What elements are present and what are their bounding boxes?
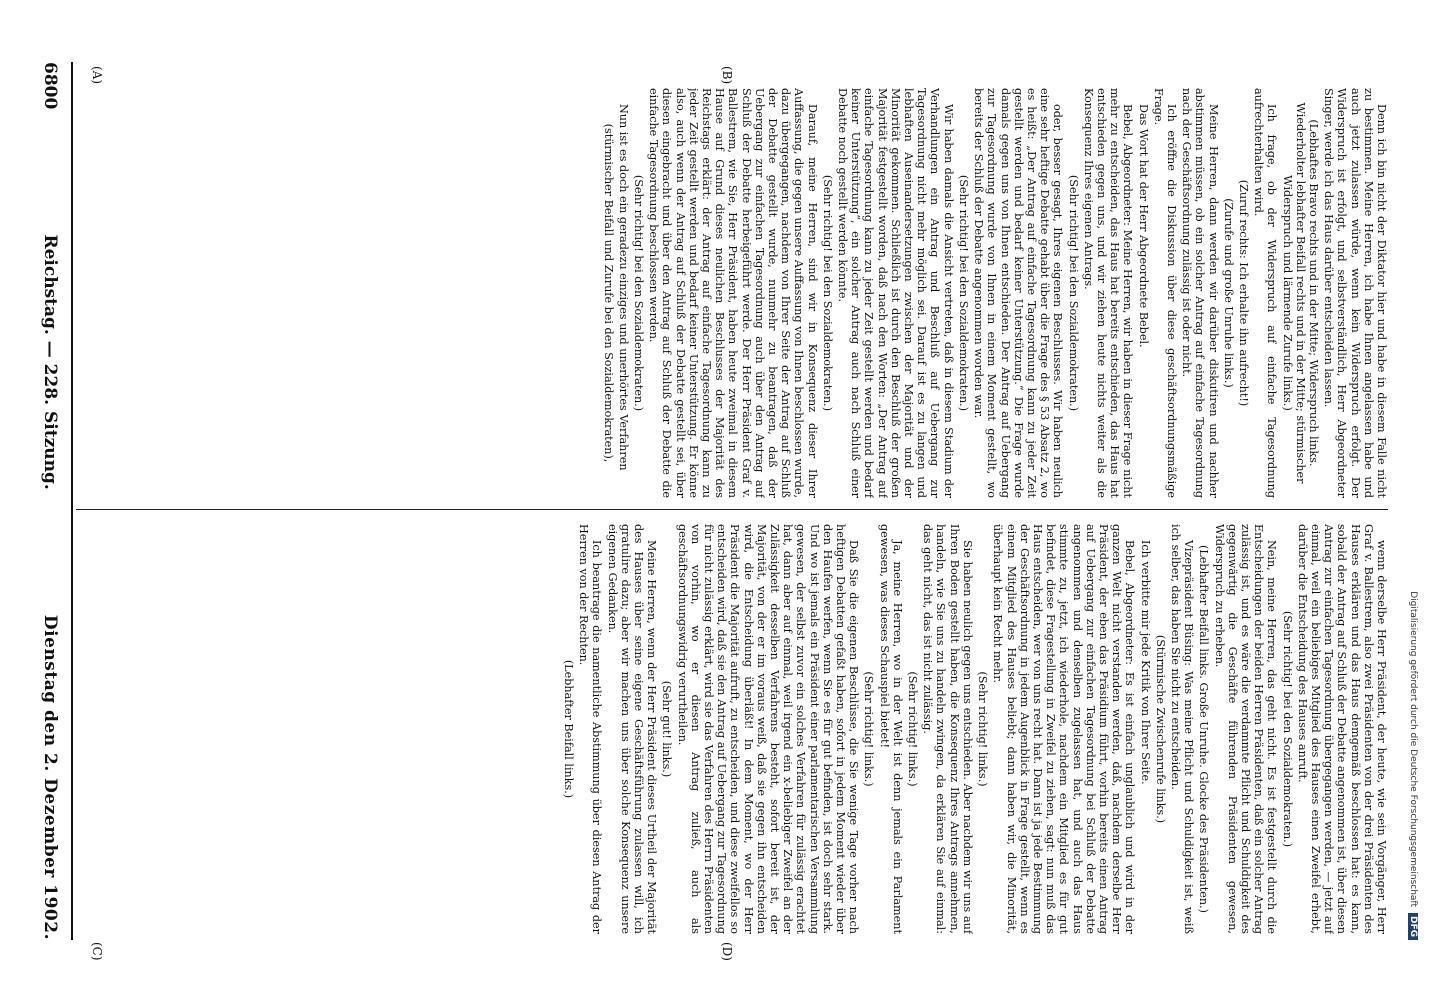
digitization-credit [1406,60,1420,940]
marker-d: (D) [720,942,734,961]
paragraph: Wir haben damals die Ansicht vertreten, daß in diesem Stadium der Verhandlungen ein Antrag und Beschluß auf Uebergang zur Tagesordnung nicht mehr möglich sei. Darauf ist es zu langen und lebhaften Auseinandersetzungen zwischen der Majorität und der Minorität gekommen. Schließlich ist durch den Beschluß der großen Majorität festgestellt worden, daß nach den Worten: „Der Antrag auf einfache Tagesordnung kann zu jeder Zeit gestellt werden und bedarf keiner Unterstützung“, ein solcher Antrag auch nach Schluß einer Debatte noch gestellt werden könnte. [836,88,955,498]
right-column [76,524,1388,934]
paragraph: wenn derselbe Herr Präsident, der heute, wie sein Vorgänger, Herr Graf v. Ballestrem, also zwei Präsidenten von der drei Präsidenten des Hauses erklären und das Haus demgemäß beschlossen hat: es kann, sobald der Antrag auf Schluß der Debatte angenommen ist, über diesen Antrag zur einfachen Tagesordnung übergegangen werden, — jetzt auf einmal, weil ein beliebiges Mitglied des Hauses einen Zweifel erhebt, darüber die Entscheidung des Hauses anruft. [1295,524,1388,934]
paragraph: (Sehr richtig! bei den Sozialdemokraten.) [1280,610,1294,848]
paragraph: (stürmischer Beifall und Zurufe bei den Sozialdemokraten), [601,123,615,463]
paragraph: (Sehr richtig! links.) [906,671,920,787]
paragraph: Sie haben neulich gegen uns entschieden. Aber nachdem wir uns auf Ihren Boden gestellt haben, die Konsequenz Ihres Antrags annehmen, handeln, wie Sie uns zu handeln zwingen, da erklären Sie auf einmal: das geht nicht, das ist nicht zulässig. [921,524,974,934]
session-title: Reichstag. — 228. Sitzung. [40,234,60,490]
left-column [76,88,1388,498]
header-rule [71,62,73,940]
paragraph: Bebel, Abgeordneter: Meine Herren, wir haben in dieser Frage nicht mehr zu entscheiden, das Haus hat bereits entschieden, das Haus hat entschieden gegen uns, und wir ziehen heute nichts weiter als die Konsequenz Ihres eigenen Antrags. [1081,88,1135,498]
marker-b: (B) [720,66,734,85]
paragraph: Nun ist es doch ein geradezu einziges und unerhörtes Verfahren [616,104,630,471]
paragraph: Daß Sie die eigenen Beschlüsse, die Sie wenige Tage vorher nach heftigen Debatten gefaßt haben, sofort in jedem Moment wieder über den Haufen werfen, wenn Sie es für gut befinden, ist doch sehr stark. Und wo ist jemals ein Präsident einer parlamentarischen Versammlung gewesen, der selbst zuvor ein solches Verfahren für zulässig erachtet hat, dann aber auf einmal, weil irgend ein x-beliebiger Zweifel an der Zulässigkeit desselben Verfahrens besteht, sofort bereit ist, der Majorität, von der er im voraus weiß, daß sie gegen ihn entscheiden wird, die Entscheidung überläßt! In dem Moment, wo der Herr Präsident die Majorität aufruft, zu entscheiden, und diese zweifellos so entscheiden wird, daß sie den Antrag auf Uebergang zur Tagesordnung für nicht zulässig erklärt, wird sie das Verfahren des Herrn Präsidenten von vorhin, wo er diesen Antrag zuließ, auch als geschäftsordnungswidrig verurtheilen. [675,524,861,934]
dfg-logo: DFG [1408,913,1418,940]
paragraph: Denn ich bin nicht der Diktator hier und habe in diesem Falle nicht zu bestimmen. Meine Herren, ich habe Ihnen angelassen habe und auch jetzt zulassen würde, wenn kein Widerspruch erfolgt. Der Widerspruch ist erfolgt, und selbstverständlich, Herr Abgeordneter Singer, werde ich das Haus darüber entscheiden lassen. [1322,88,1388,498]
session-date: Dienstag den 2. Dezember 1902. [40,614,60,940]
page-number: 6800 [40,62,60,110]
column-divider [76,509,1388,510]
paragraph: (Zurufe und große Unruhe links.) [1221,198,1235,388]
paragraph: (Lebhaftes Bravo rechts und in der Mitte; Widerspruch links. Wiederholter lebhafter Beifall rechts und in der Mitte; stürmischer Widerspruch und lärmende Zurufe links.) [1280,102,1320,484]
paragraph: Meine Herren, wenn der Herr Präsident dieses Urtheil der Majorität des Hauses über seine eigene Geschäftsführung zulassen will, ich gratulire dazu; aber wir machen uns über solche Konsequenz unsere eigenen Gedanken. [605,524,659,934]
paragraph: (Sehr richtig! bei den Sozialdemokraten.) [820,174,834,412]
paragraph: Vizepräsident Büsing: Was meine Pflicht und Schuldigkeit ist, weiß ich selber, das haben Sie nicht zu entscheiden. [1168,524,1196,934]
paragraph: Ja, meine Herren, wo in der Welt ist denn jemals ein Parlament gewesen, was dieses Schauspiel bietet! [877,524,904,934]
paragraph: oder, besser gesagt, Ihres eigenen Beschlusses. Wir haben neulich eine sehr heftige Debatte gehabt über die Frage des § 53 Absatz 2, wo es heißt: „Der Antrag auf einfache Tagesordnung kann zu jeder Zeit gestellt werden und bedarf keiner Unterstützung.“ Die Frage wurde damals gegen uns von Ihnen entschieden. Der Antrag auf Uebergang zur Tagesordnung wurde von Ihnen in einem Moment gestellt, wo bereits der Schluß der Debatte angenommen worden war. [972,88,1065,498]
paragraph: (Sehr richtig! bei den Sozialdemokraten.) [956,174,970,412]
marker-c: (C) [90,942,104,961]
paragraph: (Sehr richtig! bei den Sozialdemokraten.) [1066,174,1080,412]
page-header [40,62,66,940]
paragraph: Nein, meine Herren, das geht nicht. Es ist festgestellt durch die Entscheidungen der beiden Herren Präsidenten, daß ein solcher Antrag zulässig ist, und es wäre die verdammte Pflicht und Schuldigkeit des gegenwärtig die Geschäfte führenden Präsidenten gewesen, Widerspruch zu erheben. [1212,524,1279,934]
credit-text: Digitalisierung gefördert durch die Deutsche Forschungsgemeinschaft [1408,591,1418,907]
paragraph: Bebel, Abgeordneter: Es ist einfach unglaublich und wird in der ganzen Welt nicht verstanden werden, daß, nachdem derselbe Herr Präsident, der eben das Präsidium führt, vorhin bereits einen Antrag auf Uebergang zur einfachen Tagesordnung bei Schluß der Debatte angenommen und denselben zugelassen hat, und auch das Haus stimmte zu, jetzt, ich wiederhole, nachdem ein Mitglied es für gut befindet, diese Fragestellung in Zweifel zu ziehen, sagt: nun muß das Haus entscheiden, wer von uns recht hat. Dann ist ja jede Bestimmung der Geschäftsordnung in jedem Augenblick in Frage gestellt, wenn es einem Mitglied des Hauses beliebt; dann haben wir, die Minorität, überhaupt kein Recht mehr. [991,524,1137,934]
paragraph: Darauf, meine Herren, sind wir in Konsequenz dieser Ihrer Auffassung, die gegen unsere Auffassung von Ihnen beschlossen wurde, dazu übergegangen, nachdem von Ihrer Seite der Antrag auf Schluß der Debatte gestellt wurde, nunmehr zu beantragen, daß der Uebergang zur einfachen Tagesordnung auch über den Antrag auf Schluß der Debatte herbeigeführt werde. Der Herr Präsident Graf v. Ballestrem, wie Sie, Herr Präsident, haben heute zweimal in diesem Hause auf Grund dieses neulichen Beschlusses der Majorität des Reichstags erklärt: der Antrag auf einfache Tagesordnung kann zu jeder Zeit gestellt werden und bedarf keiner Unterstützung. Er könne also, auch wenn der Antrag auf Schluß der Debatte gestellt sei, über diesen eingebracht und über den Antrag auf Schluß der Debatte die einfache Tagesordnung beschlossen werden. [647,88,819,498]
paragraph: Das Wort hat der Herr Abgeordnete Bebel. [1136,104,1150,348]
paragraph: (Sehr richtig! links.) [862,671,876,787]
paragraph: (Lebhafter Beifall links. Große Unruhe. Glocke des Präsidenten.) [1197,545,1211,913]
paragraph: Ich verbitte mir jede Kritik von Ihrer Seite. [1138,540,1152,785]
marker-a: (A) [90,66,104,85]
paragraph: Ich frage, ob der Widerspruch auf einfache Tagesordnung aufrechterhalten wird. [1252,88,1279,498]
paragraph: Ich eröffne die Diskussion über diese geschäftsordnungsmäßige Frage. [1151,88,1178,498]
paragraph: (Zuruf rechts: Ich erhalte ihn aufrecht!) [1236,179,1250,407]
paragraph: (Sehr gut! links.) [660,680,674,778]
paragraph: Ich beantrage die namentliche Abstimmung über diesen Antrag der Herren von der Rechten. [577,524,604,934]
paragraph: (Lebhafter Beifall links.) [562,659,576,799]
paragraph: Meine Herren, dann werden wir darüber diskutiren und nachher abstimmen müssen, ob ein solcher Antrag auf einfache Tagesordnung nach der Geschäftsordnung zulässig ist oder nicht. [1180,88,1220,498]
paragraph: (Sehr richtig! bei den Sozialdemokraten.) [632,174,646,412]
paragraph: (Stürmische Zwischenrufe links.) [1153,634,1167,824]
paragraph: (Sehr richtig! links.) [976,671,990,787]
